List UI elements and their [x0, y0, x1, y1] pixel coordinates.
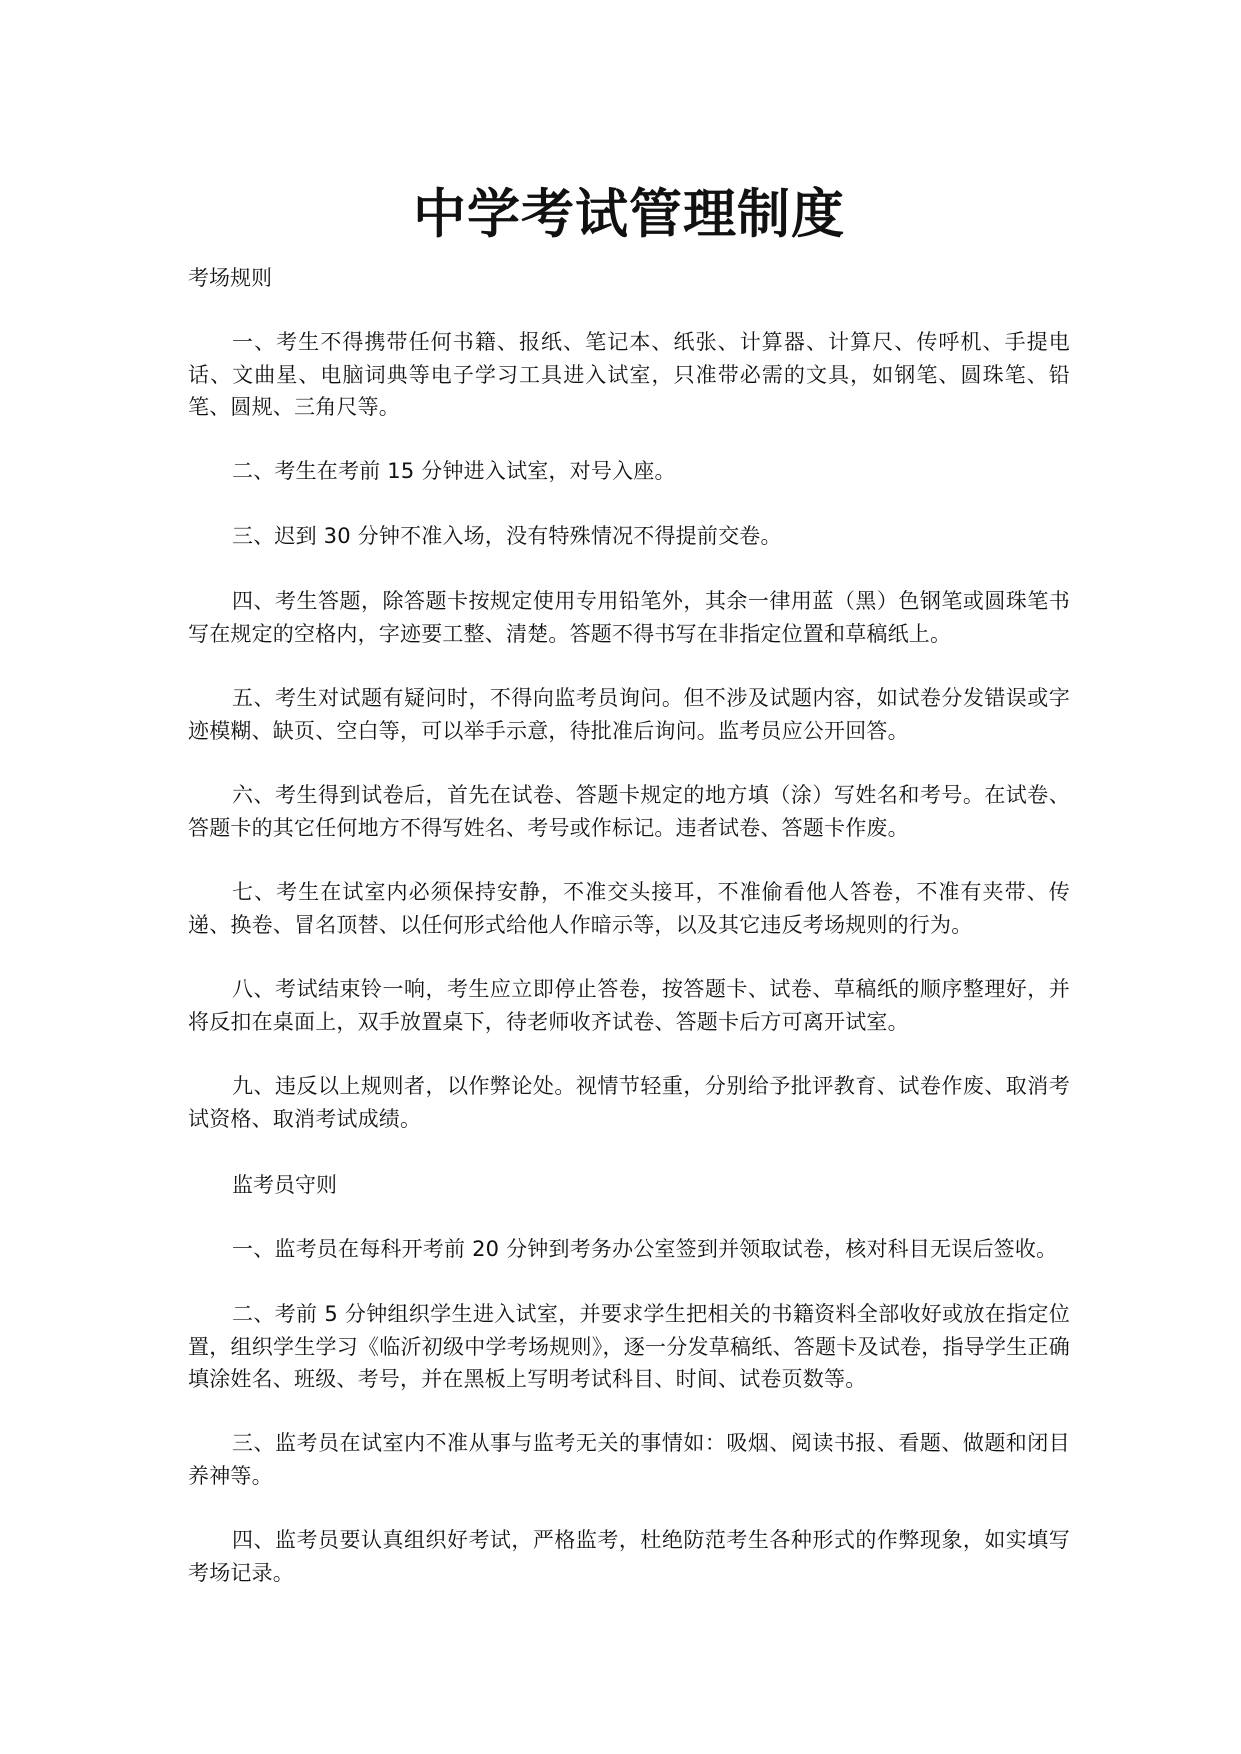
invigilator-paragraph-4: 四、监考员要认真组织好考试，严格监考，杜绝防范考生各种形式的作弊现象，如实填写考场记录。	[188, 1528, 1070, 1585]
invigilator-paragraph-2: 二、考前 5 分钟组织学生进入试室，并要求学生把相关的书籍资料全部收好或放在指定位置，组织学生学习《临沂初级中学考场规则》，逐一分发草稿纸、答题卡及试卷，指导学生正确填涂姓名、班级、考号，并在黑板上写明考试科目、时间、试卷页数等。	[188, 1302, 1070, 1391]
section-heading-exam-room-rules: 考场规则	[188, 266, 272, 290]
rule-paragraph-6: 六、考生得到试卷后，首先在试卷、答题卡规定的地方填（涂）写姓名和考号。在试卷、答题卡的其它任何地方不得写姓名、考号或作标记。违者试卷、答题卡作废。	[188, 783, 1070, 840]
rule-paragraph-7: 七、考生在试室内必须保持安静，不准交头接耳，不准偷看他人答卷，不准有夹带、传递、换卷、冒名顶替、以任何形式给他人作暗示等，以及其它违反考场规则的行为。	[188, 880, 1070, 937]
rule-paragraph-5: 五、考生对试题有疑问时，不得向监考员询问。但不涉及试题内容，如试卷分发错误或字迹模糊、缺页、空白等，可以举手示意，待批准后询问。监考员应公开回答。	[188, 686, 1070, 743]
document-title: 中学考试管理制度	[413, 184, 845, 245]
invigilator-paragraph-1: 一、监考员在每科开考前 20 分钟到考务办公室签到并领取试卷，核对科目无误后签收。	[232, 1237, 1058, 1261]
rule-paragraph-2: 二、考生在考前 15 分钟进入试室，对号入座。	[232, 459, 676, 483]
rule-paragraph-8: 八、考试结束铃一响，考生应立即停止答卷，按答题卡、试卷、草稿纸的顺序整理好，并将反扣在桌面上，双手放置桌下，待老师收齐试卷、答题卡后方可离开试室。	[188, 977, 1070, 1034]
invigilator-paragraph-3: 三、监考员在试室内不准从事与监考无关的事情如：吸烟、阅读书报、看题、做题和闭目养神等。	[188, 1431, 1070, 1488]
rule-paragraph-3: 三、迟到 30 分钟不准入场，没有特殊情况不得提前交卷。	[232, 524, 782, 548]
section-heading-invigilator-rules: 监考员守则	[232, 1173, 337, 1197]
rule-paragraph-1: 一、考生不得携带任何书籍、报纸、笔记本、纸张、计算器、计算尺、传呼机、手提电话、文曲星、电脑词典等电子学习工具进入试室，只准带必需的文具，如钢笔、圆珠笔、铅笔、圆规、三角尺等。	[188, 330, 1070, 419]
rule-paragraph-9: 九、违反以上规则者，以作弊论处。视情节轻重，分别给予批评教育、试卷作废、取消考试资格、取消考试成绩。	[188, 1074, 1070, 1131]
rule-paragraph-4: 四、考生答题，除答题卡按规定使用专用铅笔外，其余一律用蓝（黑）色钢笔或圆珠笔书写在规定的空格内，字迹要工整、清楚。答题不得书写在非指定位置和草稿纸上。	[188, 589, 1070, 646]
